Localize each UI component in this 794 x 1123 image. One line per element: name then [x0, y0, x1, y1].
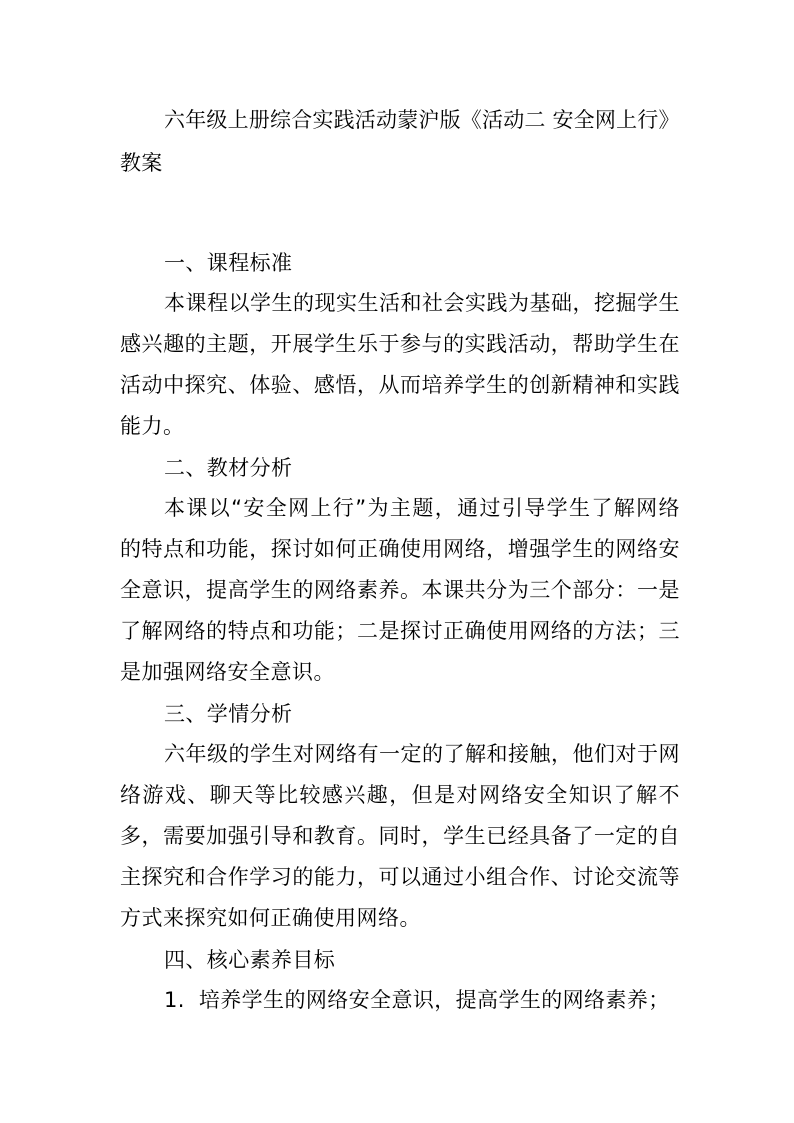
- list-item: [120, 980, 680, 1020]
- section-textbook-analysis: [120, 448, 680, 693]
- document-title: 六年级上册综合实践活动蒙沪版《活动二 安全网上行》教案: [120, 108, 680, 175]
- section-core-literacy-goals: [120, 940, 680, 1020]
- section-paragraph-student-analysis: 六年级的学生对网络有一定的了解和接触，他们对于网络游戏、聊天等比较感兴趣，但是对网络安全知识了解不多，需要加强引导和教育。同时，学生已经具备了一定的自主探究和合作学习的能力，可以通过小组合作、讨论交流等方式来探究如何正确使用网络。: [120, 742, 680, 930]
- title-spacer: [120, 185, 680, 243]
- section-paragraph-textbook-analysis: 本课以“安全网上行”为主题，通过引导学生了解网络的特点和功能，探讨如何正确使用网络，增强学生的网络安全意识，提高学生的网络素养。本课共分为三个部分：一是了解网络的特点和功能；二是探讨正确使用网络的方法；三是加强网络安全意识。: [120, 496, 680, 684]
- section-paragraph-curriculum-standard: 本课程以学生的现实生活和社会实践为基础，挖掘学生感兴趣的主题，开展学生乐于参与的实践活动，帮助学生在活动中探究、体验、感悟，从而培养学生的创新精神和实践能力。: [120, 291, 680, 438]
- section-heading-core-literacy-goals: 四、核心素养目标: [164, 948, 336, 972]
- section-curriculum-standard: [120, 243, 680, 447]
- list-item-number: 1.: [164, 988, 185, 1012]
- list-item-text: 培养学生的网络安全意识，提高学生的网络素养；: [198, 988, 670, 1012]
- section-student-analysis: [120, 694, 680, 939]
- document-content: [120, 99, 680, 1020]
- section-heading-student-analysis: 三、学情分析: [164, 702, 293, 726]
- section-heading-textbook-analysis: 二、教材分析: [164, 456, 293, 480]
- section-heading-curriculum-standard: 一、课程标准: [164, 251, 293, 275]
